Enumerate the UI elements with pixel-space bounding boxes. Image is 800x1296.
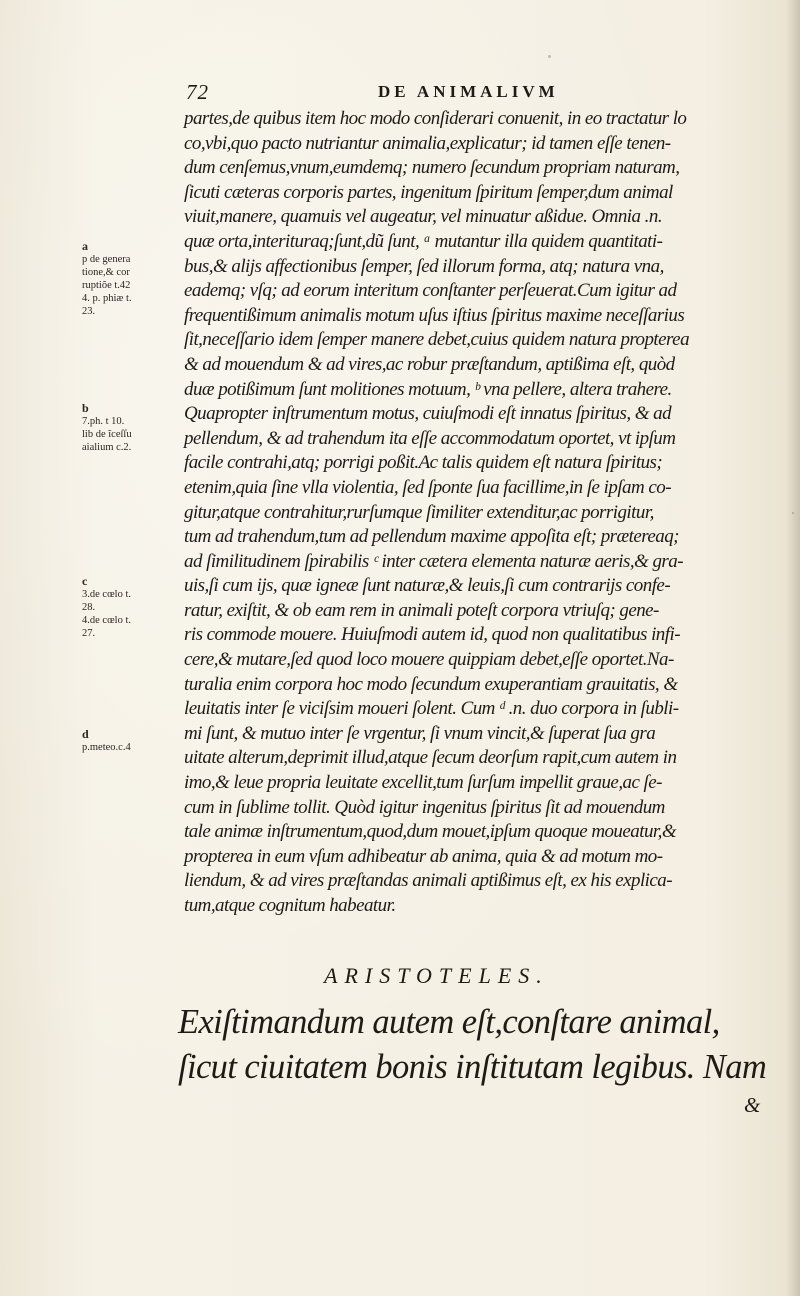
ink-speck [792,512,794,514]
text-line: mi ſunt, & mutuo inter ſe vrgentur, ſi vnum vincit,& ſuperat ſua gra [184,722,656,744]
text-line: cum in ſublime tollit. Quòd igitur ingenitus ſpiritus ſit ad mouendum [184,796,665,818]
text-line: tum,atque cognitum habeatur. [184,895,396,916]
note-line: p.meteo.c.4 [82,742,131,753]
text-line: eademq; vſq; ad eorum interitum conſtanter perſeuerat.Cum igitur ad [184,280,677,302]
text-line: uis,ſi cum ijs, quæ igneæ ſunt naturæ,& leuis,ſi cum contrarijs confe- [184,575,671,597]
note-mark: d [82,727,89,741]
marginal-note-c [82,575,180,640]
note-line: 3.de cœlo t. [82,589,131,600]
text-line: uitate alterum,deprimit illud,atque ſecum deorſum rapit,cum autem in [184,747,677,769]
marginal-note-d [82,728,180,754]
running-title: DE ANIMALIVM [378,82,559,101]
text-line: & ad mouendum & ad vires,ac robur præſtandum, aptißima eſt, quòd [184,353,675,375]
note-line: 23. [82,306,96,317]
commentary-text [184,107,786,919]
text-line: co,vbi,quo pacto nutriantur animalia,explicatur; id tamen eſſe tenen- [184,132,671,154]
text-line: ris commode mouere. Huiuſmodi autem id, quod non qualitatibus infi- [184,624,680,646]
text-line: bus,& alijs affectionibus ſemper, ſed illorum forma, atq; natura vna, [184,255,664,277]
note-line: 27. [82,628,96,639]
text-line: gitur,atque contrahitur,rurſumque ſimiliter extenditur,ac porrigitur, [184,501,654,523]
note-mark: b [82,401,89,415]
text-line: leuitatis inter ſe viciſsim moueri ſolent. Cum ᵈ .n. duo corpora in ſubli- [184,698,679,720]
text-line: frequentißimum animalis motum uſus iſtius ſpiritus maxime neceſſarius [184,304,685,326]
note-line: 4.de cœlo t. [82,615,131,626]
section-heading: ARISTOTELES. [324,963,549,988]
note-line: tione,& cor [82,267,130,278]
aristotle-text [178,1000,788,1090]
text-line: pellendum, & ad trahendum ita eſſe accommodatum oportet, vt ipſum [184,427,676,449]
note-mark: a [82,239,88,253]
text-line: Exiſtimandum autem eſt,conſtare animal, [178,1003,720,1041]
running-head [186,80,786,110]
catchword: & [744,1093,761,1117]
text-line: cere,& mutare,ſed quod loco mouere quippiam debet,eſſe oportet.Na- [184,649,674,671]
text-line: tum ad trahendum,tum ad pellendum maxime appoſita eſt; prætereaq; [184,526,679,548]
text-line: partes,de quibus item hoc modo conſiderari conuenit, in eo tractatur lo [184,108,687,129]
text-line: quæ orta,interituraq;ſunt,dũ ſunt, ᵃ mutantur illa quidem quantitati- [184,230,663,252]
note-line: p de genera [82,254,131,265]
text-line: propterea in eum vſum adhibeatur ab anima, quia & ad motum mo- [184,845,663,867]
text-line: imo,& leue propria leuitate excellit,tum ſurſum impellit graue,ac ſe- [184,772,662,794]
text-line: Quapropter inſtrumentum motus, cuiuſmodi eſt innatus ſpiritus, & ad [184,403,672,425]
text-line: ſit,neceſſario idem ſemper manere debet,cuius quidem natura propterea [184,329,690,351]
note-line: 28. [82,602,96,613]
note-line: 7.ph. t 10. [82,416,125,427]
text-line: tale animæ inſtrumentum,quod,dum mouet,ipſum quoque moueatur,& [184,821,677,843]
note-mark: c [82,574,88,588]
ink-speck [548,55,551,58]
note-line: aialium c.2. [82,442,132,453]
note-line: 4. p. phiæ t. [82,293,132,304]
text-line: ſicuti cæteras corporis partes, ingenitum ſpiritum ſemper,dum animal [184,181,673,203]
marginal-note-b [82,402,180,454]
text-line: ad ſimilitudinem ſpirabilis ᶜ inter cætera elementa naturæ aeris,& gra- [184,550,683,572]
page-edge-shadow [786,0,800,1296]
text-line: etenim,quia ſine vlla violentia, ſed ſponte ſua facillime,in ſe ipſam co- [184,476,671,498]
text-line: ſicut ciuitatem bonis inſtitutam legibus. Nam [178,1048,767,1086]
note-line: lib de ĩceſſu [82,429,132,440]
text-line: duæ potißimum ſunt molitiones motuum, ᵇ vna pellere, altera trahere. [184,378,672,400]
text-line: turalia enim corpora hoc modo ſecundum exuperantiam grauitatis, & [184,673,678,695]
text-line: ratur, exiſtit, & ob eam rem in animali poteſt corpora vtriuſq; gene- [184,599,659,621]
text-line: dum cenſemus,vnum,eumdemq; numero ſecundum propriam naturam, [184,157,680,179]
text-line: facile contrahi,atq; porrigi poßit.Ac talis quidem eſt natura ſpiritus; [184,452,663,474]
text-line: viuit,manere, quamuis vel augeatur, vel minuatur aßidue. Omnia .n. [184,206,663,228]
page-number: 72 [186,80,209,104]
note-line: ruptiõe t.42 [82,280,131,291]
text-line: liendum, & ad vires præſtandas animali aptißimus eſt, ex his explica- [184,870,673,892]
marginal-note-a [82,240,180,318]
